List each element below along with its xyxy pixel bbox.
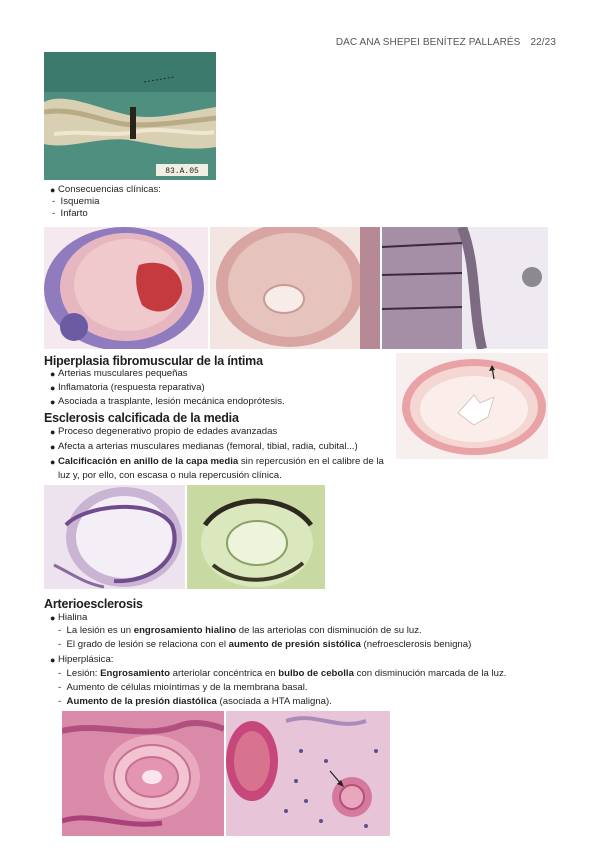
micrograph-recanalized xyxy=(210,227,380,349)
list-item: - Isquemia xyxy=(52,196,100,207)
bullet-icon: ● xyxy=(50,655,56,665)
bullet-icon: ● xyxy=(50,442,56,452)
micrograph-organization xyxy=(382,227,548,349)
micrograph-artery-intimal-hyperplasia xyxy=(396,353,548,459)
bullet-icon: ● xyxy=(50,185,56,195)
bullet-icon: ● xyxy=(50,613,56,623)
header-author: DAC ANA SHEPEI BENÍTEZ PALLARÉS xyxy=(335,37,521,48)
bullet-icon: ● xyxy=(50,457,56,467)
list-item: - Lesión: Engrosamiento arteriolar concéntrica en bulbo de cebolla con disminución marcada de la luz. xyxy=(58,668,507,679)
list-item: Afecta a arterias musculares medianas (femoral, tibial, radia, cubital...) xyxy=(58,441,358,452)
list-item: - El grado de lesión se relaciona con el aumento de presión sistólica (nefroesclerosis benigna) xyxy=(58,639,472,650)
specimen-label: 83.A.05 xyxy=(165,167,199,176)
bullet-icon: ● xyxy=(50,397,56,407)
list-item: - Aumento de células mioíntimas y de la membrana basal. xyxy=(58,682,308,693)
list-item: Asociada a trasplante, lesión mecánica endoprótesis. xyxy=(58,396,285,407)
micrograph-onion-skin-arteriole xyxy=(62,711,224,836)
list-item: Arterias musculares pequeñas xyxy=(58,368,188,379)
page-number: 22/23 xyxy=(530,37,556,48)
list-item: Proceso degenerativo propio de edades avanzadas xyxy=(58,426,278,437)
section-title-hiperplasia: Hiperplasia fibromuscular de la íntima xyxy=(44,354,263,368)
micrograph-renal-arteriole xyxy=(226,711,390,836)
section-title-arterioesclerosis: Arterioesclerosis xyxy=(44,597,143,611)
bullet-icon: ● xyxy=(50,369,56,379)
list-item-continuation: luz y, por ello, con escasa o nula repercusión clínica. xyxy=(58,470,282,481)
section-title-esclerosis: Esclerosis calcificada de la media xyxy=(44,411,239,425)
list-item: - Aumento de la presión diastólica (asociada a HTA maligna). xyxy=(58,696,332,707)
micrograph-thrombus xyxy=(44,227,208,349)
list-item: Calcificación en anillo de la capa media sin repercusión en el calibre de la xyxy=(58,456,384,467)
bullet-icon: ● xyxy=(50,383,56,393)
consecuencias-label: Consecuencias clínicas: xyxy=(58,184,161,195)
list-item: - Infarto xyxy=(52,208,88,219)
micrograph-calcified-media-stain xyxy=(187,485,325,589)
page-header xyxy=(0,37,556,48)
hiperplasica-label: Hiperplásica: xyxy=(58,654,114,665)
bullet-icon: ● xyxy=(50,427,56,437)
list-item: Inflamatoria (respuesta reparativa) xyxy=(58,382,205,393)
gross-specimen-image xyxy=(44,52,216,180)
micrograph-calcified-media-he xyxy=(44,485,185,589)
list-item: - La lesión es un engrosamiento hialino de las arteriolas con disminución de su luz. xyxy=(58,625,422,636)
hialina-label: Hialina xyxy=(58,612,88,623)
